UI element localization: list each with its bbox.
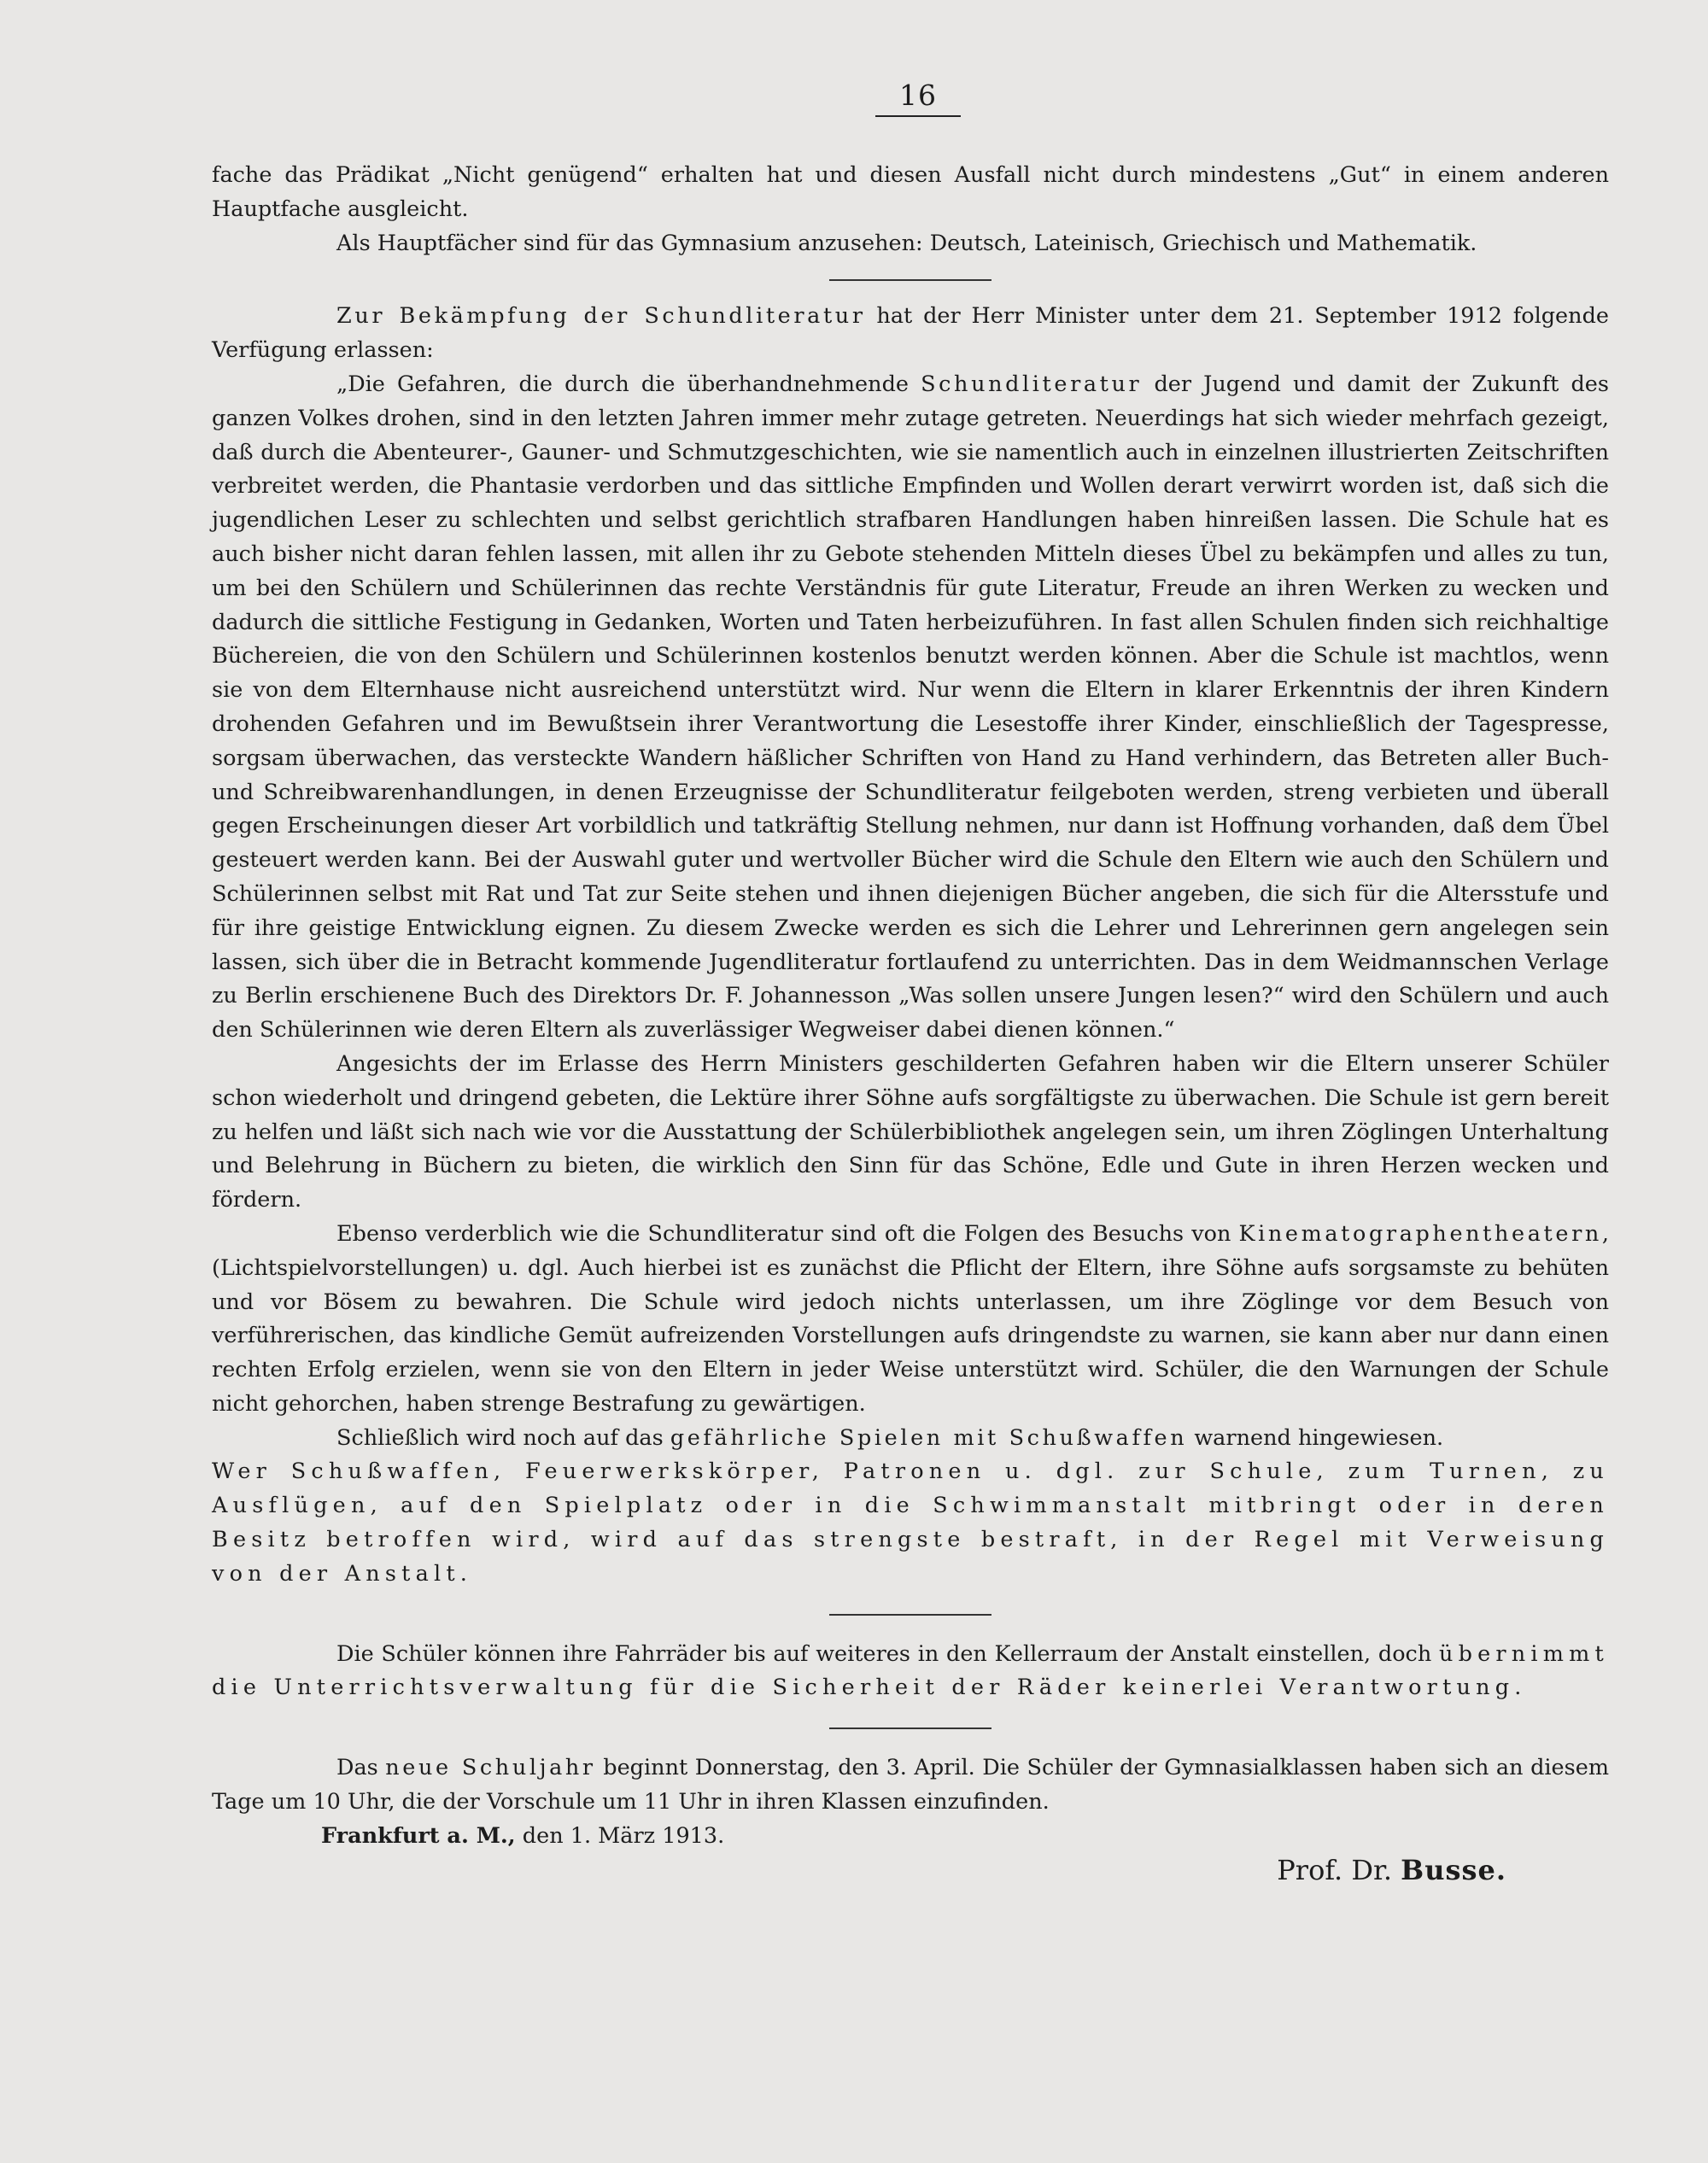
emphasis-spaced: gefährliche Spielen mit Schußwaffen [670,1424,1188,1451]
paragraph-text: warnend hingewiesen. [1187,1424,1444,1451]
signature [212,1854,1609,1888]
paragraph-text: Das [336,1755,386,1781]
place-name: Frankfurt a. M., [321,1822,516,1849]
paragraph-schusswaffen-rule [212,1455,1609,1591]
paragraph-text: der Jugend und damit der Zukunft des ganzen Volkes drohen, sind in den letzten Jahren immer mehr zutage getreten. Neuerdings hat sich wieder mehrfach gezeigt, daß durch die Abenteurer-, Gauner- und Schmutzgeschichten, wie sie namentlich auch in einzelnen illustrierten Zeitschriften verbreitet werden, die Phantasie verdorben und das sittliche Empfinden und Wollen derart verwirrt worden ist, daß sich die jugendlichen Leser zu schlechten und selbst gerichtlich strafbaren Handlungen haben hinreißen lassen. Die Schule hat es auch bisher nicht daran fehlen lassen, mit allen ihr zu Gebote stehenden Mitteln dieses Übel zu bekämpfen und alles zu tun, um bei den Schülern und Schülerinnen das rechte Verständnis für gute Literatur, Freude an ihren Werken zu wecken und dadurch die sittliche Festigung in Gedanken, Worten und Taten herbeizuführen. In fast allen Schulen finden sich reichhaltige Büchereien, die von den Schülern und Schülerinnen kostenlos benutzt werden können. Aber die Schule ist machtlos, wenn sie von dem Elternhause nicht ausreichend unterstützt wird. Nur wenn die Eltern in klarer Erkenntnis der ihren Kindern drohenden Gefahren und im Bewußtsein ihrer Verantwortung die Lesestoffe ihrer Kinder, einschließlich der Tagespresse, sorgsam überwachen, das versteckte Wandern häßlicher Schriften von Hand zu Hand verhindern, das Betreten aller Buch- und Schreibwarenhandlungen, in denen Erzeugnisse der Schundliteratur feilgeboten werden, streng verbieten und überall gegen Erscheinungen dieser Art vorbildlich und tatkräftig Stellung nehmen, nur dann ist Hoffnung vorhanden, daß dem Übel gesteuert werden kann. Bei der Auswahl guter und wertvoller Bücher wird die Schule den Eltern wie auch den Schülern und Schülerinnen selbst mit Rat und Tat zur Seite stehen und ihnen diejenigen Bücher angeben, die sich für die Altersstufe und für ihre geistige Entwicklung eignen. Zu diesem Zwecke werden es sich die Lehrer und Lehrerinnen gern angelegen sein lassen, sich über die in Betracht kommende Jugendliteratur fortlaufend zu unterrichten. Das in dem Weidmannschen Verlage zu Berlin erschienene Buch des Direktors Dr. F. Johannesson „Was sollen unsere Jungen lesen?“ wird den Schülern und auch den Schülerinnen wie deren Eltern als zuverlässiger Wegweiser dabei dienen können.“ [212,371,1609,1044]
paragraph-text: fache das Prädikat „Nicht genügend“ erhalten hat und diesen Ausfall nicht durch mindestens „Gut“ in einem anderen Hauptfache ausgleicht. [212,162,1609,222]
signature-name: Busse. [1401,1853,1506,1886]
paragraph-angesichts [212,1048,1609,1218]
signature-title: Prof. Dr. [1277,1853,1401,1886]
page-number: 16 [875,79,961,117]
emphasis-spaced: neue Schuljahr [385,1755,596,1781]
emphasis-spaced: Kinematographentheatern [1238,1220,1602,1247]
paragraph-fahrraeder [212,1638,1609,1706]
paragraph-schusswaffen [212,1422,1609,1456]
paragraph-schuljahr [212,1751,1609,1820]
paragraph-text: „Die Gefahren, die durch die überhandnehmende [336,371,921,397]
paragraph-text: , (Lichtspielvorstellungen) u. dgl. Auch hierbei ist es zunächst die Pflicht der Eltern, ihre Söhne aufs sorgsamste zu behüten und vor Bösem zu bewahren. Die Schule wird jedoch nichts unterlassen, um ihre Zöglinge vor dem Besuch von verführerischen, das kindliche Gemüt aufreizenden Vorstellungen aufs dringendste zu warnen, sie kann aber nur dann einen rechten Erfolg erzielen, wenn sie von den Eltern in jeder Weise unterstützt wird. Schüler, die den Warnungen der Schule nicht gehorchen, haben strenge Bestrafung zu gewärtigen. [212,1220,1609,1417]
paragraph-schundliteratur-intro [212,300,1609,368]
document-body [212,159,1609,1887]
paragraph-text: beginnt Donnerstag, den 3. April. Die Schüler der Gymnasialklassen haben sich an diesem Tage um 10 Uhr, die der Vorschule um 11 Uhr in ihren Klassen einzufinden. [212,1755,1610,1815]
dateline [212,1820,1609,1854]
paragraph-minister-decree [212,368,1609,1048]
paragraph-text: hat der Herr Minister unter dem 21. September 1912 folgende Verfügung erlassen: [212,303,1609,364]
emphasis-spaced: Schundliteratur [921,371,1143,397]
paragraph-text: Wer Schußwaffen, Feuerwerkskörper, Patronen u. dgl. zur Schule, zum Turnen, zu Ausflügen, auf den Spielplatz oder in die Schwimmanstalt mitbringt oder in deren Besitz betroffen wird, wird auf das strengste bestraft, in der Regel mit Verweisung von der Anstalt. [212,1459,1609,1587]
emphasis-spaced: übernimmt die Unterrichtsverwaltung für die Sicherheit der Räder keinerlei Verantwortung. [212,1640,1609,1701]
paragraph-text: Schließlich wird noch auf das [336,1424,670,1451]
paragraph-pradikat [212,159,1609,227]
date-text: den 1. März 1913. [515,1822,725,1849]
paragraph-text: Als Hauptfächer sind für das Gymnasium anzusehen: Deutsch, Lateinisch, Griechisch und Mathematik. [336,230,1477,256]
paragraph-kinematographen [212,1218,1609,1422]
paragraph-text: Die Schüler können ihre Fahrräder bis auf weiteres in den Kellerraum der Anstalt einstellen, doch [336,1640,1439,1667]
paragraph-text: Angesichts der im Erlasse des Herrn Ministers geschilderten Gefahren haben wir die Eltern unserer Schüler schon wiederholt und dringend gebeten, die Lektüre ihrer Söhne aufs sorgfältigste zu überwachen. Die Schule ist gern bereit zu helfen und läßt sich nach wie vor die Ausstattung der Schülerbibliothek angelegen sein, um ihren Zöglingen Unterhaltung und Belehrung in Büchern zu bieten, die wirklich den Sinn für das Schöne, Edle und Gute in ihren Herzen wecken und fördern. [212,1050,1609,1213]
emphasis-spaced: Zur Bekämpfung der Schundliteratur [336,303,866,330]
paragraph-text: Ebenso verderblich wie die Schundliteratur sind oft die Folgen des Besuchs von [336,1220,1239,1247]
paragraph-hauptfaecher [212,227,1609,261]
